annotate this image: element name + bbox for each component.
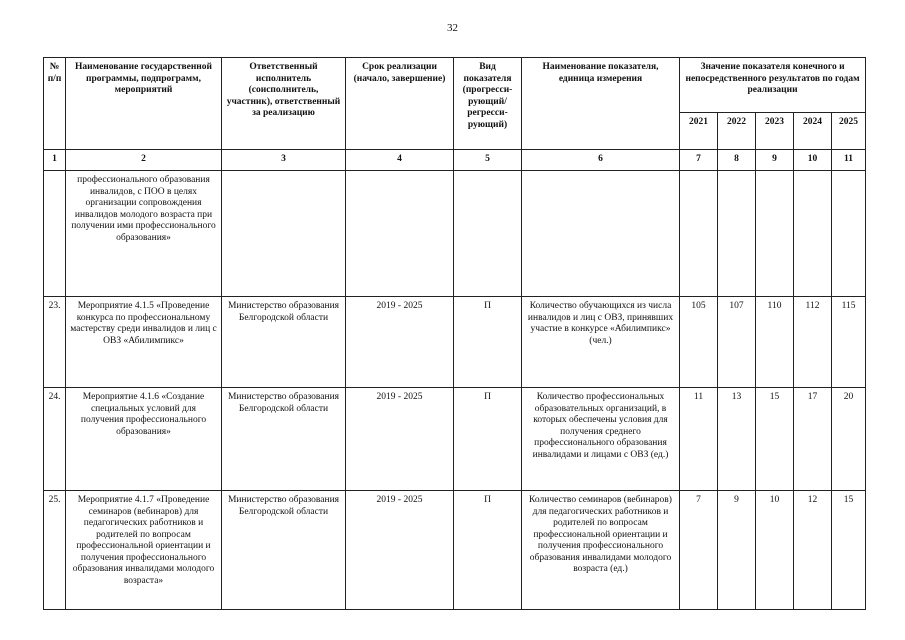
row-term <box>346 171 454 297</box>
row-indicator-name: Количество семинаров (вебинаров) для педагогических работников и родителей по вопросам профессиональной ориентации и получения профессионального образования инвалидами молодого возраста (ед.) <box>522 491 680 610</box>
row-term: 2019 - 2025 <box>346 388 454 491</box>
column-number: 6 <box>522 150 680 171</box>
row-value: 7 <box>680 491 718 610</box>
row-value: 20 <box>832 388 866 491</box>
row-executor: Министерство образования Белгородской области <box>222 491 346 610</box>
table-row <box>44 171 866 297</box>
header-number: № п/п <box>44 58 66 150</box>
row-number: 23. <box>44 297 66 388</box>
header-program-name: Наименование государственной программы, подпрограмм, мероприятий <box>66 58 222 150</box>
row-value: 107 <box>718 297 756 388</box>
row-executor: Министерство образования Белгородской области <box>222 388 346 491</box>
column-number: 5 <box>454 150 522 171</box>
row-value: 15 <box>756 388 794 491</box>
table-row <box>44 388 866 491</box>
row-value <box>718 171 756 297</box>
column-number: 8 <box>718 150 756 171</box>
row-value: 12 <box>794 491 832 610</box>
column-number: 2 <box>66 150 222 171</box>
row-value <box>756 171 794 297</box>
header-year: 2024 <box>794 113 832 150</box>
header-term: Срок реализации (начало, завершение) <box>346 58 454 150</box>
row-value <box>680 171 718 297</box>
header-indicator-kind: Вид показателя (прогресси-рующий/ регресси-рующий) <box>454 58 522 150</box>
row-term: 2019 - 2025 <box>346 491 454 610</box>
header-indicator-values: Значение показателя конечного и непосредственного результатов по годам реализации <box>680 58 866 113</box>
column-number: 10 <box>794 150 832 171</box>
row-number <box>44 171 66 297</box>
row-value: 13 <box>718 388 756 491</box>
row-indicator-name: Количество профессиональных образовательных организаций, в которых обеспечены условия для получения среднего профессионального образования инвалидами и лицами с ОВЗ (ед.) <box>522 388 680 491</box>
row-value <box>832 171 866 297</box>
column-number: 1 <box>44 150 66 171</box>
row-indicator-name: Количество обучающихся из числа инвалидов и лиц с ОВЗ, принявших участие в конкурсе «Абилимпикс» (чел.) <box>522 297 680 388</box>
header-indicator-name: Наименование показателя, единица измерения <box>522 58 680 150</box>
column-number: 7 <box>680 150 718 171</box>
indicators-table <box>43 57 866 610</box>
header-executor: Ответственный исполнитель (соисполнитель, участник), ответственный за реализацию <box>222 58 346 150</box>
row-value: 105 <box>680 297 718 388</box>
column-number: 11 <box>832 150 866 171</box>
table-row <box>44 491 866 610</box>
row-value: 15 <box>832 491 866 610</box>
row-value: 11 <box>680 388 718 491</box>
row-term: 2019 - 2025 <box>346 297 454 388</box>
row-program-name: Мероприятие 4.1.6 «Создание специальных условий для получения профессионального образования» <box>66 388 222 491</box>
row-indicator-name <box>522 171 680 297</box>
row-number: 24. <box>44 388 66 491</box>
header-year: 2021 <box>680 113 718 150</box>
row-indicator-kind: П <box>454 297 522 388</box>
row-number: 25. <box>44 491 66 610</box>
row-value: 10 <box>756 491 794 610</box>
column-number: 9 <box>756 150 794 171</box>
page-number: 32 <box>447 22 458 34</box>
column-number: 4 <box>346 150 454 171</box>
row-value: 115 <box>832 297 866 388</box>
row-value: 112 <box>794 297 832 388</box>
row-value: 17 <box>794 388 832 491</box>
column-number-row <box>44 150 866 171</box>
row-indicator-kind: П <box>454 491 522 610</box>
table-row <box>44 297 866 388</box>
row-executor <box>222 171 346 297</box>
header-year: 2023 <box>756 113 794 150</box>
row-value <box>794 171 832 297</box>
row-program-name: профессионального образования инвалидов, с ПОО в целях организации сопровождения инвалидов молодого возраста при получении ими профессионального образования» <box>66 171 222 297</box>
row-value: 110 <box>756 297 794 388</box>
row-program-name: Мероприятие 4.1.5 «Проведение конкурса по профессиональному мастерству среди инвалидов и лиц с ОВЗ «Абилимпикс» <box>66 297 222 388</box>
row-indicator-kind: П <box>454 388 522 491</box>
row-value: 9 <box>718 491 756 610</box>
row-indicator-kind <box>454 171 522 297</box>
column-number: 3 <box>222 150 346 171</box>
header-year: 2025 <box>832 113 866 150</box>
table-header-row <box>44 58 866 113</box>
header-year: 2022 <box>718 113 756 150</box>
row-program-name: Мероприятие 4.1.7 «Проведение семинаров (вебинаров) для педагогических работников и родителей по вопросам профессиональной ориентации и получения профессионального образования инвалидами молодого возраста» <box>66 491 222 610</box>
row-executor: Министерство образования Белгородской области <box>222 297 346 388</box>
